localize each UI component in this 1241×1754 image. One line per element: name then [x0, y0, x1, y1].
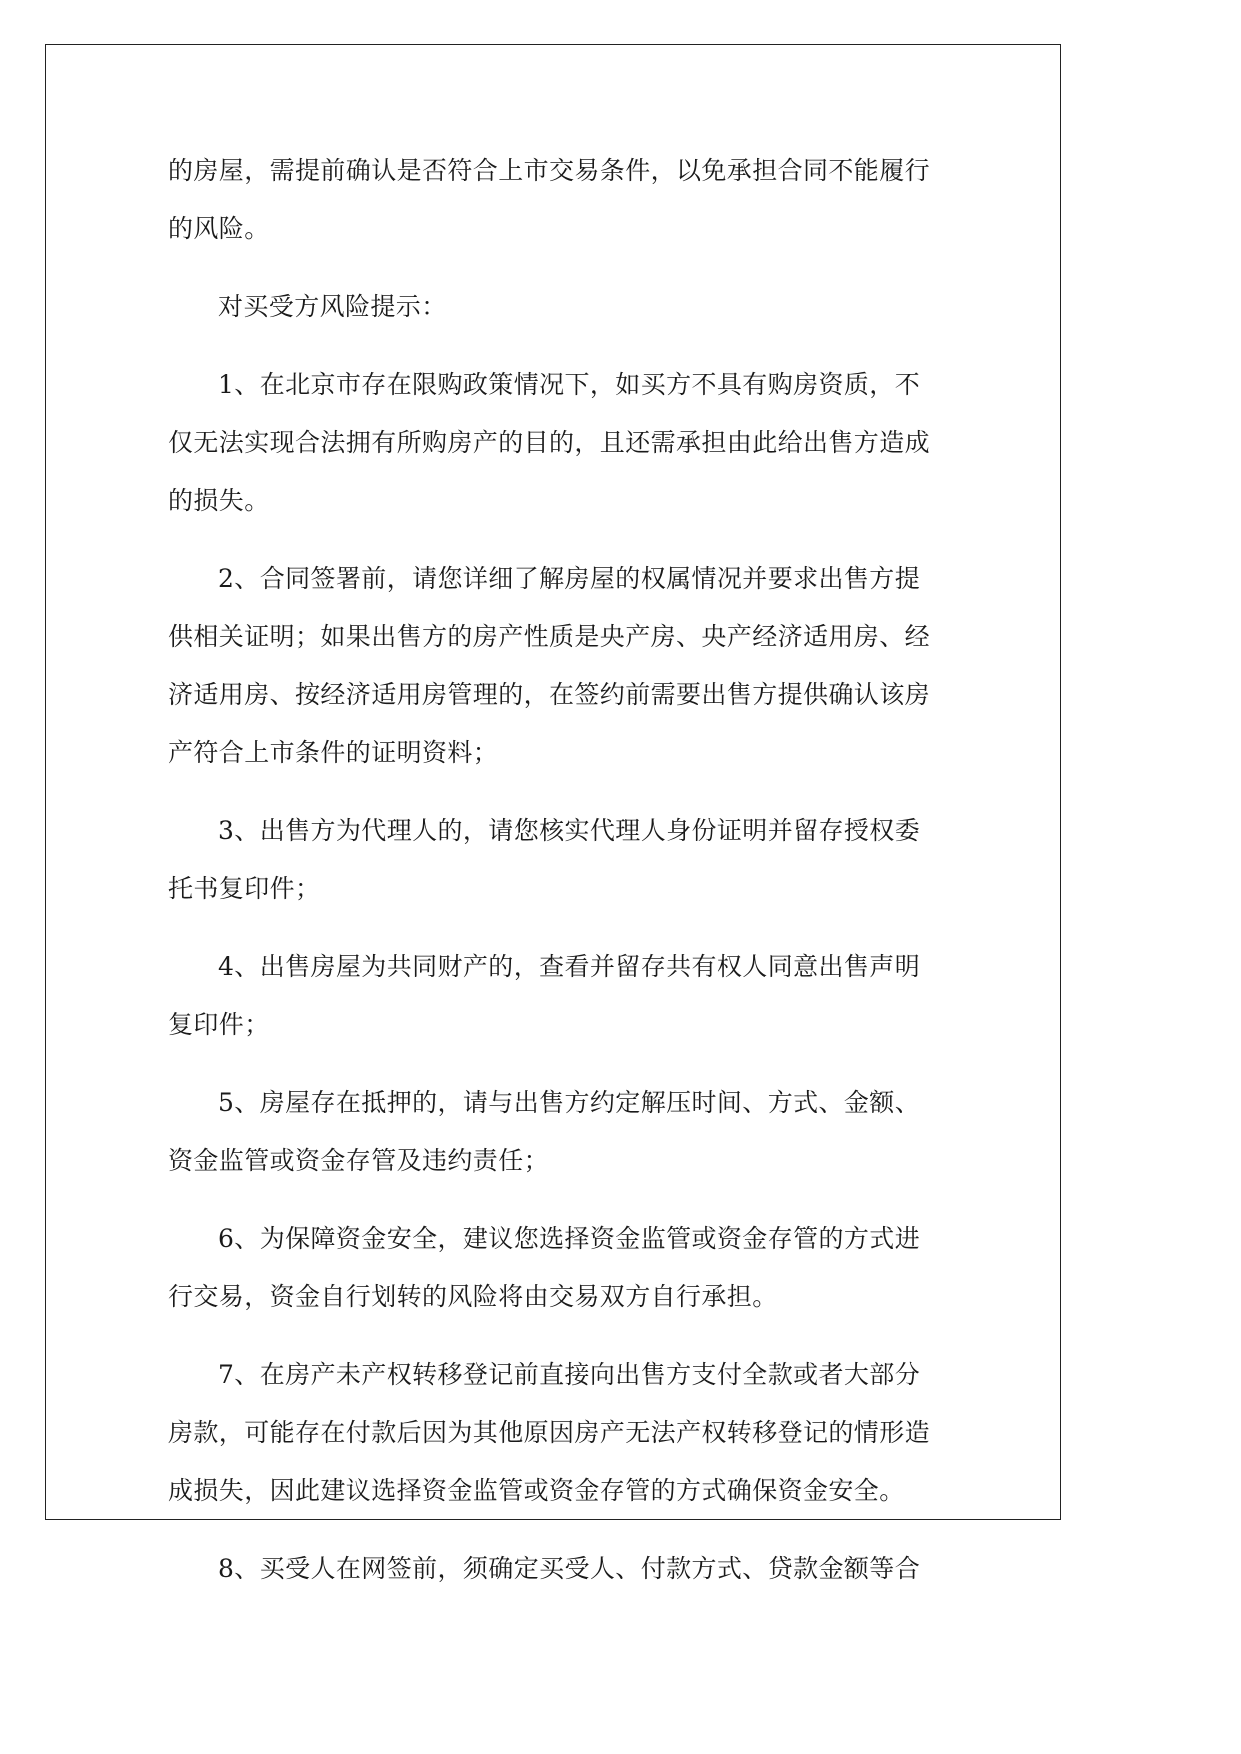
text-line: 7、在房产未产权转移登记前直接向出售方支付全款或者大部分: [218, 1360, 921, 1389]
text-line: 供相关证明；如果出售方的房产性质是央产房、央产经济适用房、经: [168, 622, 931, 651]
text-line: 8、买受人在网签前，须确定买受人、付款方式、贷款金额等合: [218, 1554, 921, 1583]
text-line: 托书复印件；: [168, 874, 321, 903]
text-line: 成损失，因此建议选择资金监管或资金存管的方式确保资金安全。: [168, 1476, 905, 1505]
text-line: 5、房屋存在抵押的，请与出售方约定解压时间、方式、金额、: [218, 1088, 921, 1117]
text-line: 的房屋，需提前确认是否符合上市交易条件，以免承担合同不能履行: [168, 156, 931, 185]
text-line: 的损失。: [168, 486, 270, 515]
text-line: 6、为保障资金安全，建议您选择资金监管或资金存管的方式进: [218, 1224, 921, 1253]
text-line: 2、合同签署前，请您详细了解房屋的权属情况并要求出售方提: [218, 564, 921, 593]
text-line: 房款，可能存在付款后因为其他原因房产无法产权转移登记的情形造: [168, 1418, 931, 1447]
text-line: 对买受方风险提示：: [218, 292, 447, 321]
text-line: 复印件；: [168, 1010, 270, 1039]
text-line: 1、在北京市存在限购政策情况下，如买方不具有购房资质，不: [218, 370, 921, 399]
text-line: 行交易，资金自行划转的风险将由交易双方自行承担。: [168, 1282, 778, 1311]
document-body: [168, 142, 940, 1598]
text-line: 4、出售房屋为共同财产的，查看并留存共有权人同意出售声明: [218, 952, 921, 981]
text-line: 3、出售方为代理人的，请您核实代理人身份证明并留存授权委: [218, 816, 921, 845]
text-line: 产符合上市条件的证明资料；: [168, 738, 499, 767]
text-line: 的风险。: [168, 214, 270, 243]
text-line: 仅无法实现合法拥有所购房产的目的，且还需承担由此给出售方造成: [168, 428, 931, 457]
text-line: 资金监管或资金存管及违约责任；: [168, 1146, 550, 1175]
text-line: 济适用房、按经济适用房管理的，在签约前需要出售方提供确认该房: [168, 680, 931, 709]
